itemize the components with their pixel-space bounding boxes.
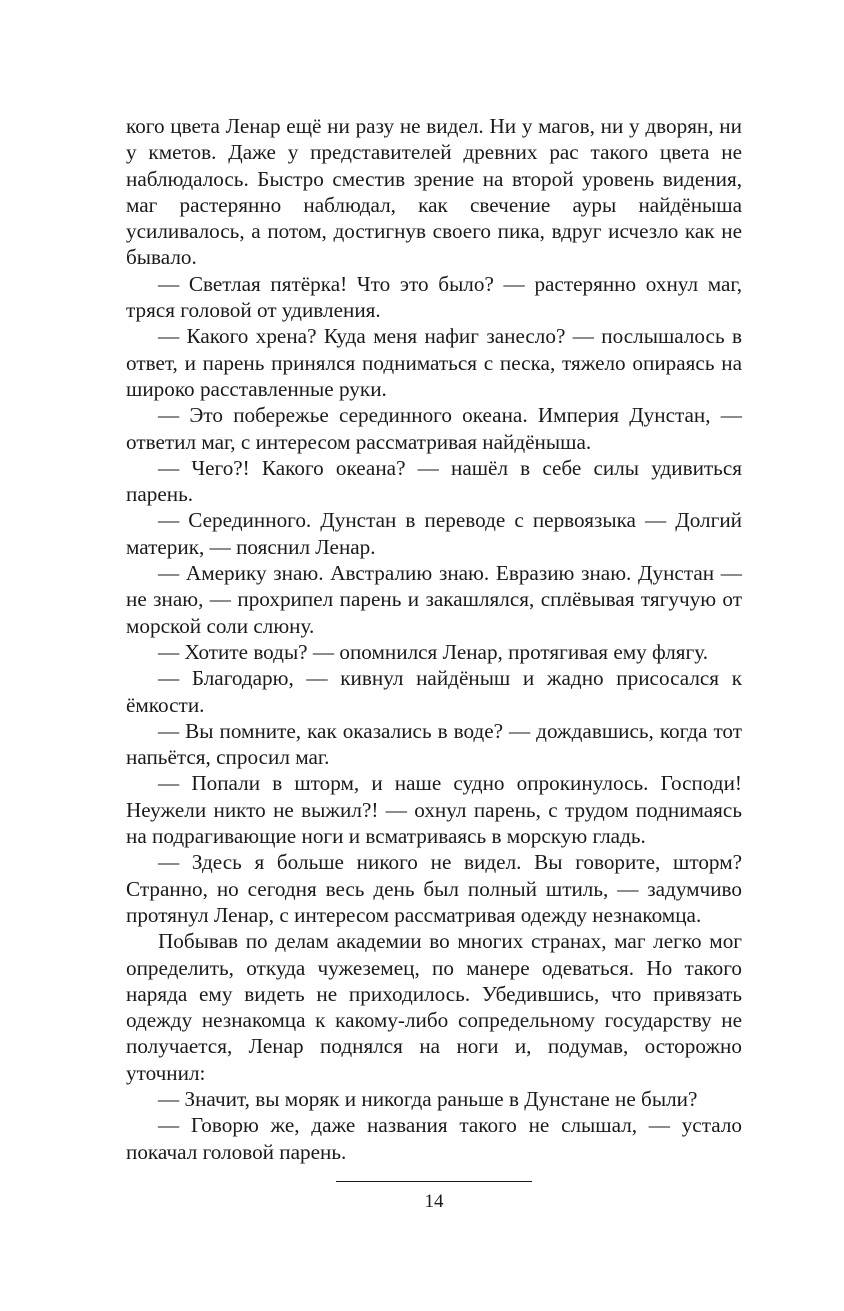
paragraph-6: — Серединного. Дунстан в переводе с первоязыка — Долгий материк, — пояснил Ленар.: [126, 508, 742, 559]
paragraph-13: Побывав по делам академии во многих странах, маг легко мог определить, откуда чужеземец, по манере одеваться. Но такого наряда ему видеть не приходилось. Убедившись, что привязать одежду незнакомца к какому-либо сопредельному государству не получается, Ленар поднялся на ноги и, подумав, осторожно уточнил:: [126, 929, 742, 1085]
footer-divider: [336, 1181, 532, 1182]
paragraph-8: — Хотите воды? — опомнился Ленар, протягивая ему флягу.: [158, 639, 709, 664]
paragraph-4: — Это побережье серединного океана. Империя Дунстан, — ответил маг, с интересом рассматривая найдёныша.: [126, 403, 742, 454]
page-number: 14: [424, 1191, 444, 1212]
book-page-text: [126, 113, 742, 1165]
paragraph-7: — Америку знаю. Австралию знаю. Евразию знаю. Дунстан — не знаю, — прохрипел парень и закашлялся, сплёвывая тягучую от морской соли слюну.: [126, 561, 742, 638]
paragraph-2: — Светлая пятёрка! Что это было? — растерянно охнул маг, тряся головой от удивления.: [126, 271, 742, 323]
paragraph-11: — Попали в шторм, и наше судно опрокинулось. Господи! Неужели никто не выжил?! — охнул парень, с трудом поднимаясь на подрагивающие ноги и всматриваясь в морскую гладь.: [126, 771, 742, 849]
paragraph-9: — Благодарю, — кивнул найдёныш и жадно присосался к ёмкости.: [126, 666, 742, 717]
paragraph-10: — Вы помните, как оказались в воде? — дождавшись, когда тот напьётся, спросил маг.: [126, 718, 742, 770]
paragraph-12: — Здесь я больше никого не видел. Вы говорите, шторм? Странно, но сегодня весь день был полный штиль, — задумчиво протянул Ленар, с интересом рассматривая одежду незнакомца.: [126, 850, 742, 927]
paragraph-3: — Какого хрена? Куда меня нафиг занесло? — послышалось в ответ, и парень принялся подниматься с песка, тяжело опираясь на широко расставленные руки.: [126, 324, 742, 401]
paragraph-5: — Чего?! Какого океана? — нашёл в себе силы удивиться парень.: [126, 455, 742, 507]
paragraph-1: кого цвета Ленар ещё ни разу не видел. Ни у магов, ни у дворян, ни у кметов. Даже у представителей древних рас такого цвета не наблюдалось. Быстро сместив зрение на второй уровень видения, маг растерянно наблюдал, как свечение ауры найдёныша усиливалось, а потом, достигнув своего пика, вдруг исчезло как не бывало.: [126, 114, 742, 270]
paragraph-14: — Значит, вы моряк и никогда раньше в Дунстане не были?: [158, 1086, 698, 1111]
paragraph-15: — Говорю же, даже названия такого не слышал, — устало покачал головой парень.: [126, 1113, 742, 1164]
